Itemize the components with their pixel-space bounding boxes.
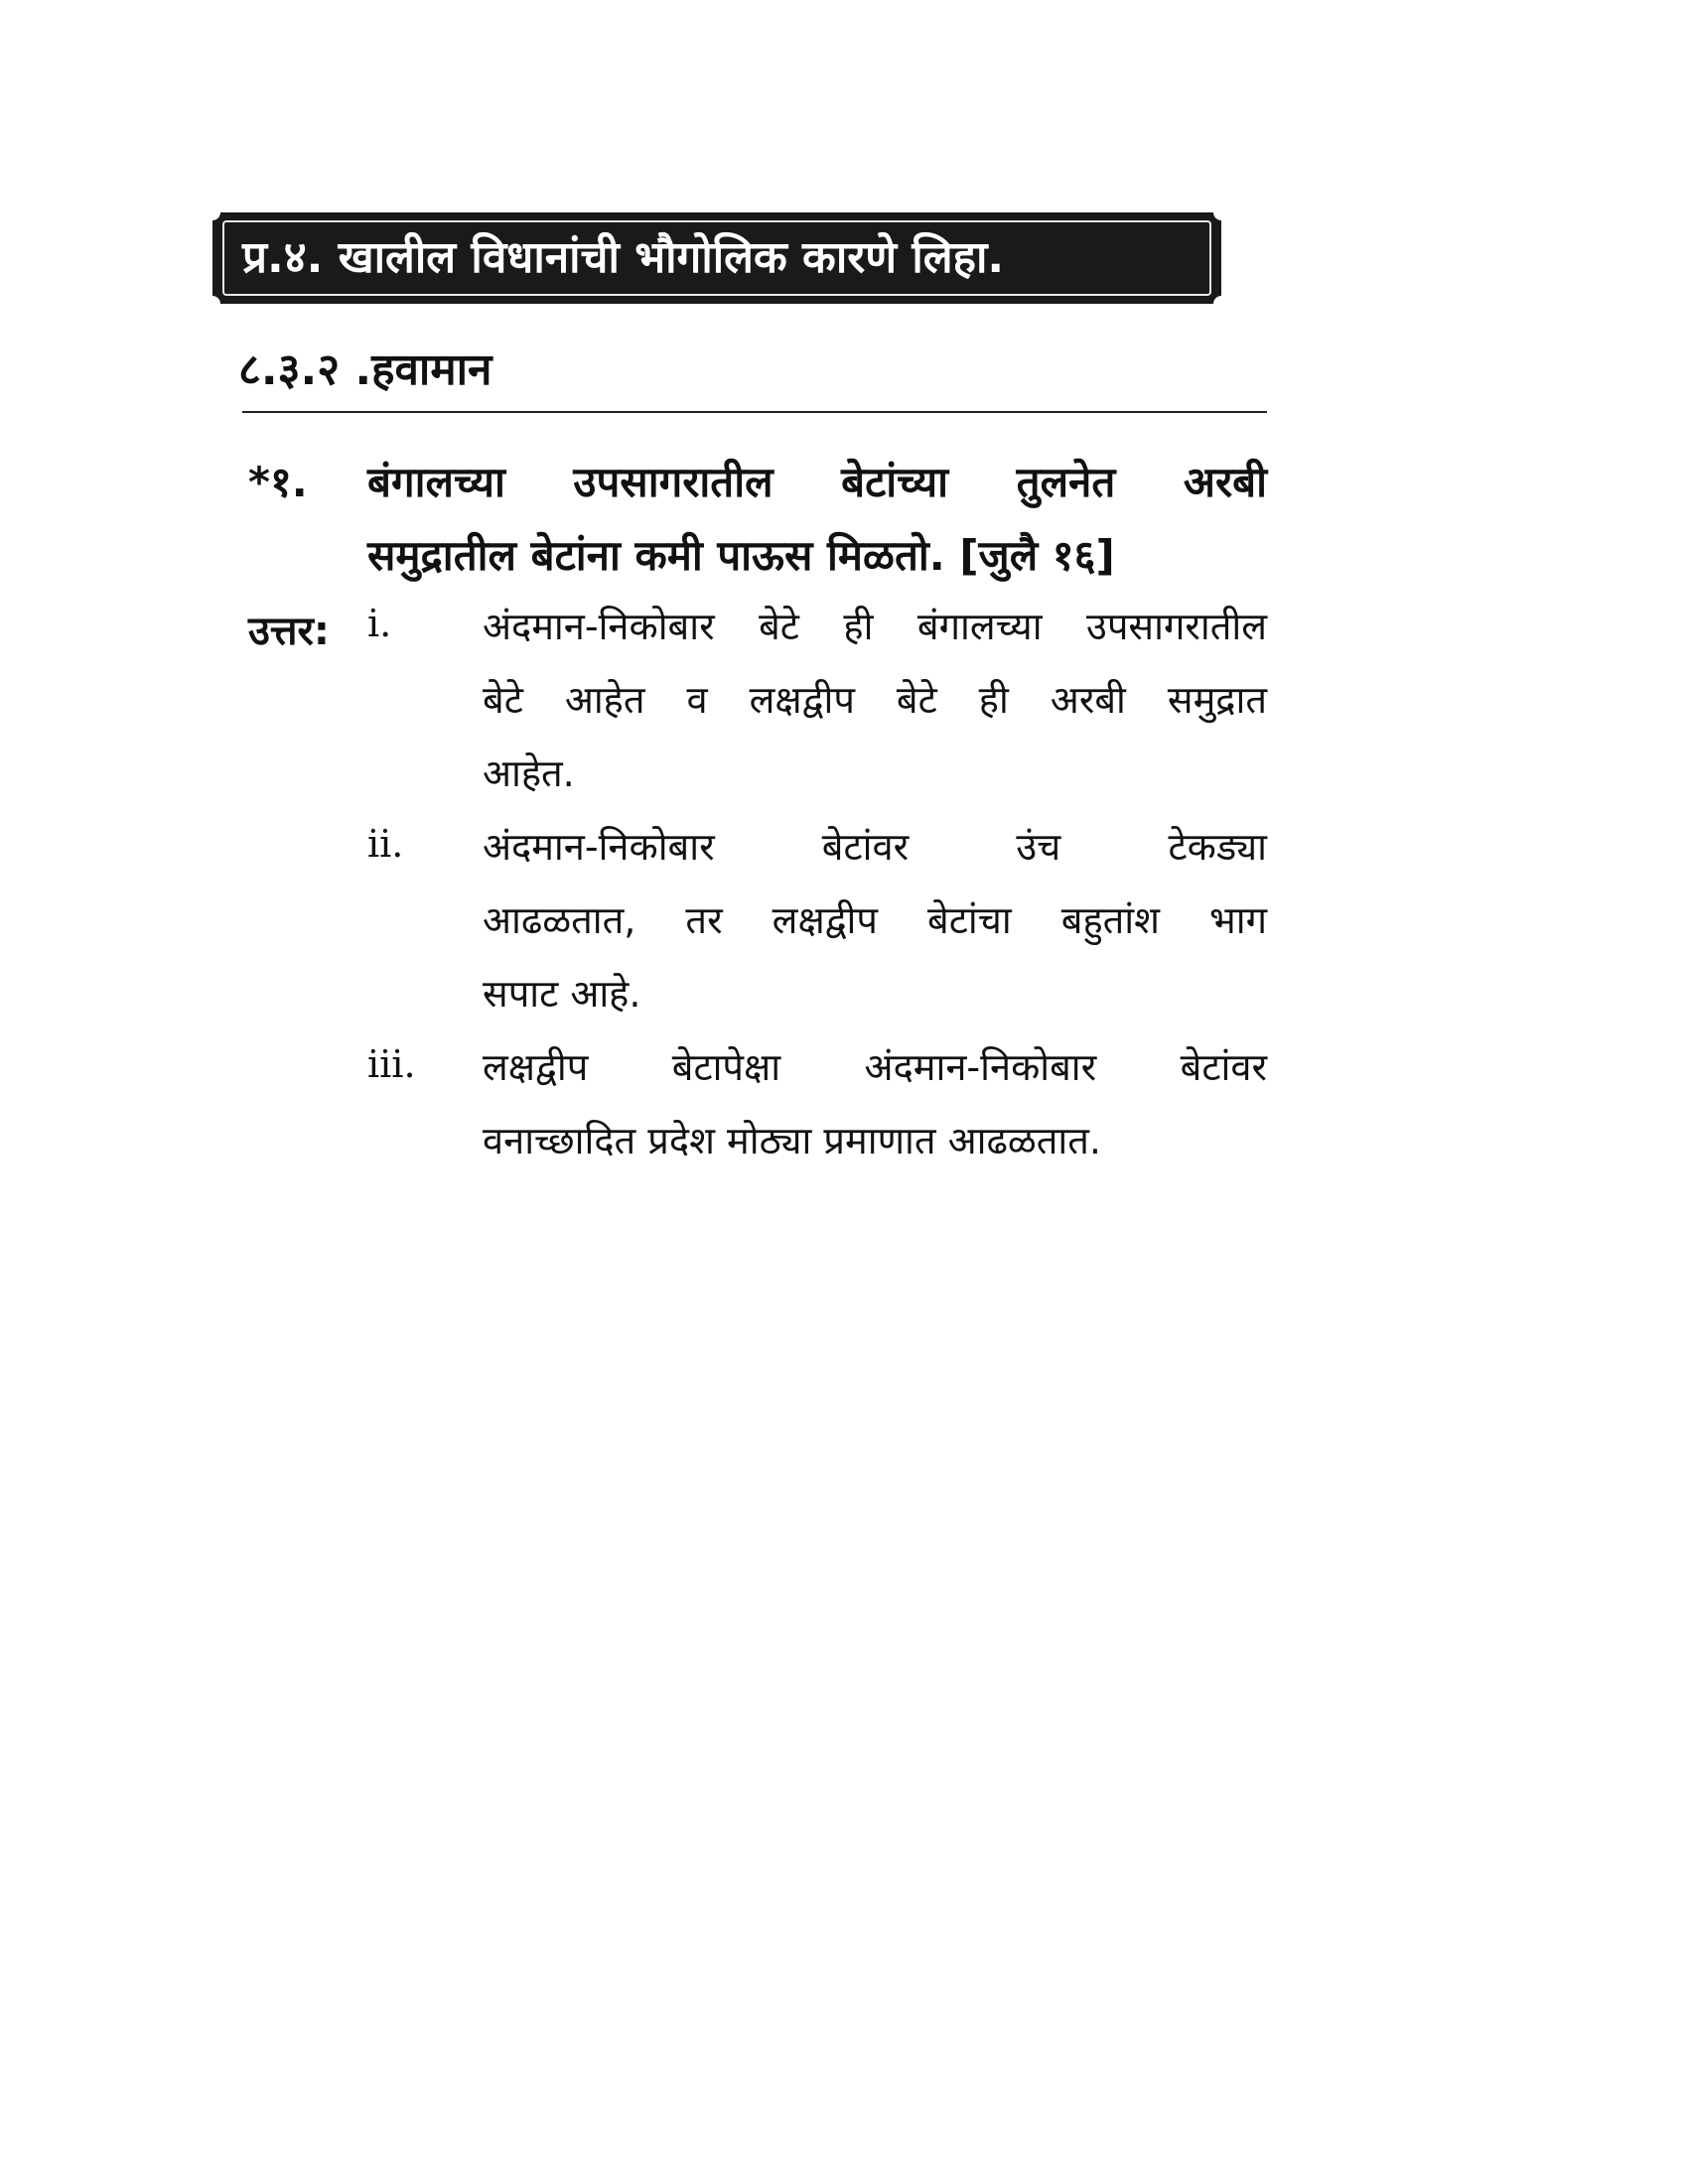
answer-3-line-2: वनाच्छादित प्रदेश मोठ्या प्रमाणात आढळतात. [483, 1119, 1101, 1162]
question-line-2: समुद्रातील बेटांना कमी पाऊस मिळतो. [जुलै १६] [367, 531, 1115, 580]
banner-title: प्र.४. खालील विधानांची भौगोलिक कारणे लिहा. [242, 232, 1005, 283]
banner-corner [205, 296, 220, 312]
answer-2-line-3: सपाट आहे. [483, 972, 641, 1016]
answer-1-line-3: आहेत. [483, 751, 575, 795]
answer-label: उत्तर: [248, 609, 330, 654]
answer-marker-2: ii. [367, 822, 404, 866]
banner-corner [1213, 205, 1229, 220]
answer-2-line-1: अंदमान-निकोबार बेटांवर उंच टेकड्या [483, 825, 1267, 869]
answer-1-line-1: अंदमान-निकोबार बेटे ही बंगालच्या उपसागरातील [483, 605, 1267, 648]
banner-corner [205, 205, 220, 220]
answer-1-line-2: बेटे आहेत व लक्षद्वीप बेटे ही अरबी समुद्रात [483, 678, 1267, 722]
banner-corner [1213, 296, 1229, 312]
section-divider [242, 411, 1267, 413]
section-title: ८.३.२ .हवामान [238, 344, 492, 395]
question-banner [212, 212, 1221, 304]
answer-3-line-1: लक्षद्वीप बेटापेक्षा अंदमान-निकोबार बेटांवर [483, 1045, 1267, 1089]
answer-marker-1: i. [367, 602, 392, 645]
question-line-1: बंगालच्या उपसागरातील बेटांच्या तुलनेत अरबी [367, 458, 1267, 506]
answer-marker-3: iii. [367, 1042, 416, 1086]
answer-2-line-2: आढळतात, तर लक्षद्वीप बेटांचा बहुतांश भाग [483, 898, 1267, 942]
question-number: *१. [248, 458, 308, 506]
